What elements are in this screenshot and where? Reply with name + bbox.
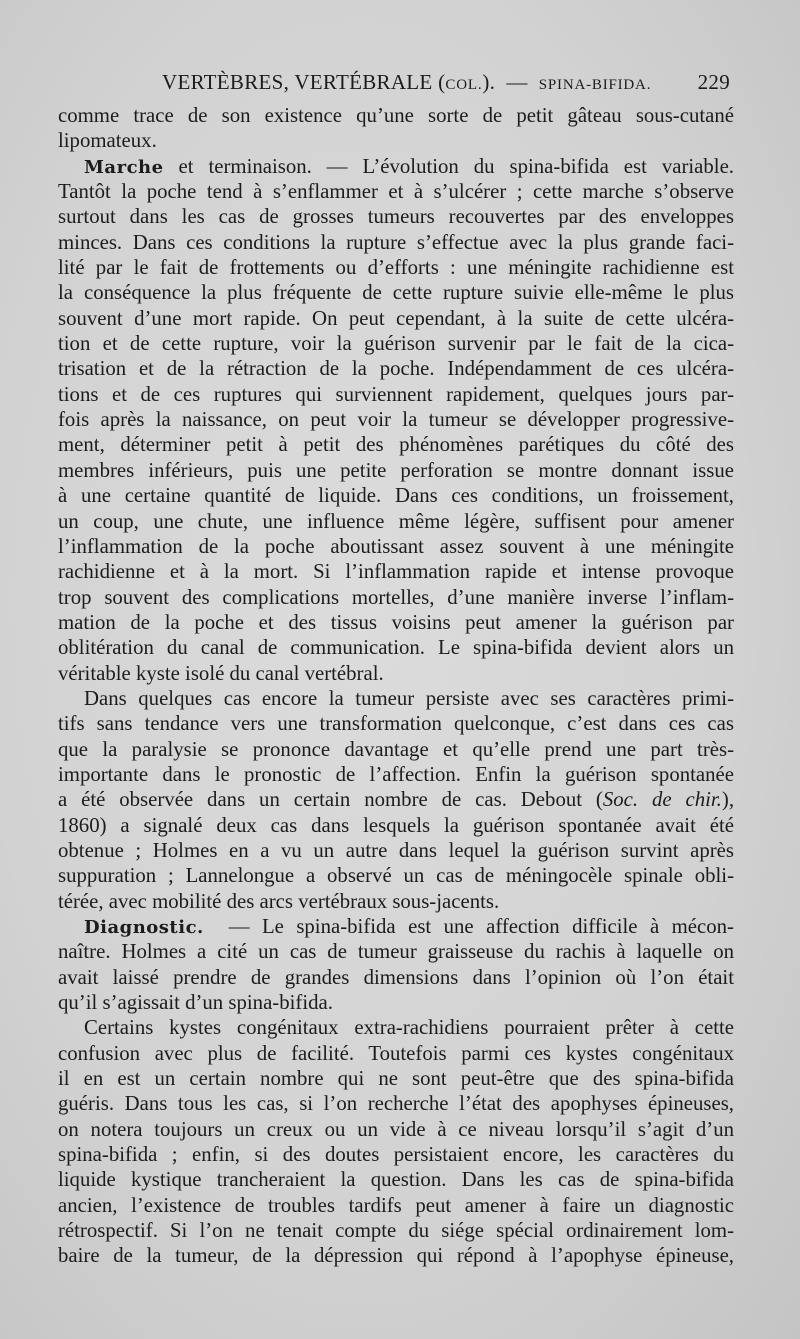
text-line: la conséquence la plus fréquente de cette rupture suivie elle-même le plus [58, 281, 734, 305]
text-line: membres inférieurs, puis une petite perforation se montre donnant issue [58, 458, 734, 482]
text-line: tions et de ces ruptures qui surviennent rapidement, quelques jours par- [58, 382, 734, 406]
text-line: il en est un certain nombre qui ne sont peut-être que des spina-bifida [58, 1067, 734, 1091]
text-line: on notera toujours un creux ou un vide à ce niveau lorsqu’il s’agit d’un [58, 1117, 734, 1141]
text-line: 1860) a signalé deux cas dans lesquels la guérison spontanée avait été [58, 813, 734, 837]
text-line: baire de la tumeur, de la dépression qui répond à l’apophyse épineuse, [58, 1244, 734, 1268]
text-line: oblitération du canal de communication. Le spina-bifida devient alors un [58, 636, 734, 660]
text-line: que la paralysie se prononce davantage et qu’elle prend une part très- [58, 737, 734, 761]
text-line: importante dans le pronostic de l’affection. Enfin la guérison spontanée [58, 762, 734, 786]
text-line: avait laissé prendre de grandes dimensions dans l’opinion où l’on était [58, 965, 734, 989]
text-line: surtout dans les cas de grosses tumeurs recouvertes par des enveloppes [58, 205, 734, 229]
text-line: minces. Dans ces conditions la rupture s’effectue avec la plus grande faci- [58, 230, 734, 254]
text-line: naître. Holmes a cité un cas de tumeur graisseuse du rachis à laquelle on [58, 940, 734, 964]
text-line: obtenue ; Holmes en a vu un autre dans lequel la guérison survint après [58, 838, 734, 862]
text-line: rachidienne et à la mort. Si l’inflammation rapide et intense provoque [58, 560, 734, 584]
text-line: fois après la naissance, on peut voir la tumeur se développer progressive- [58, 408, 734, 432]
text-line: Marche et terminaison. — L’évolution du spina-bifida est variable. [84, 154, 735, 178]
citation-italic: Soc. de chir. [602, 788, 722, 812]
text-line: guéris. Dans tous les cas, si l’on recherche l’état des apophyses épineuses, [58, 1092, 734, 1116]
text-line: à une certaine quantité de liquide. Dans ces conditions, un froissement, [58, 484, 734, 508]
text-line: trisation et de la rétraction de la poche. Indépendamment de ces ulcéra- [58, 357, 734, 381]
text-line: a été observée dans un certain nombre de cas. Debout (Soc. de chir.), [58, 788, 735, 812]
text-line: Dans quelques cas encore la tumeur persiste avec ses caractères primi- [84, 686, 734, 710]
text-line: mation de la poche et des tissus voisins peut amener la guérison par [58, 610, 734, 634]
section-heading-diagnostic: Diagnostic. [84, 917, 204, 938]
running-header [58, 70, 734, 100]
text-line: rétrospectif. Si l’on ne tenait compte du siége spécial ordinairement lom- [58, 1219, 734, 1243]
text-line: un coup, une chute, une influence même légère, suffisent pour amener [58, 509, 734, 533]
text-line: souvent d’une mort rapide. On peut cependant, à la suite de cette ulcéra- [58, 306, 734, 330]
text-line: confusion avec plus de facilité. Toutefois parmi ces kystes congénitaux [58, 1041, 734, 1065]
text-line: liquide kystique trancheraient la question. Dans les cas de spina-bifida [58, 1168, 734, 1192]
body-text [58, 103, 734, 1269]
text-line: Tantôt la poche tend à s’enflammer et à s’ulcérer ; cette marche s’observe [58, 180, 734, 204]
running-title: VERTÈBRES, VERTÉBRALE (COL.). — SPINA-BIFIDA. [162, 70, 652, 94]
text-line: qu’il s’agissait d’un spina-bifida. [58, 991, 333, 1015]
text-line: l’inflammation de la poche aboutissant assez souvent à une méningite [58, 534, 734, 558]
text-line: ancien, l’existence de troubles tardifs peut amener à faire un diagnostic [58, 1193, 734, 1217]
text-line: lité par le fait de frottements ou d’efforts : une méningite rachidienne est [58, 256, 734, 280]
text-line: comme trace de son existence qu’une sorte de petit gâteau sous-cutané [58, 104, 734, 127]
text-line: suppuration ; Lannelongue a observé un cas de méningocèle spinale obli- [58, 864, 734, 888]
text-line: tifs sans tendance vers une transformation quelconque, c’est dans ces cas [58, 712, 734, 736]
text-line: trop souvent des complications mortelles, d’une manière inverse l’inflam- [58, 585, 734, 609]
text-line: ment, déterminer petit à petit des phénomènes parétiques du côté des [58, 433, 734, 457]
text-line: véritable kyste isolé du canal vertébral. [58, 661, 384, 685]
text-line: tion et de cette rupture, voir la guérison survenir par le fait de la cica- [58, 332, 734, 356]
text-line: spina-bifida ; enfin, si des doutes persistaient encore, les caractères du [58, 1143, 734, 1167]
section-heading-marche: Marche [84, 156, 164, 178]
text-line: Certains kystes congénitaux extra-rachidiens pourraient prêter à cette [84, 1016, 734, 1040]
text-line: Diagnostic. — Le spina-bifida est une affection difficile à mécon- [84, 915, 734, 938]
text-line: lipomateux. [58, 129, 157, 153]
page-number: 229 [697, 70, 730, 94]
text-line: térée, avec mobilité des arcs vertébraux sous-jacents. [58, 889, 500, 913]
